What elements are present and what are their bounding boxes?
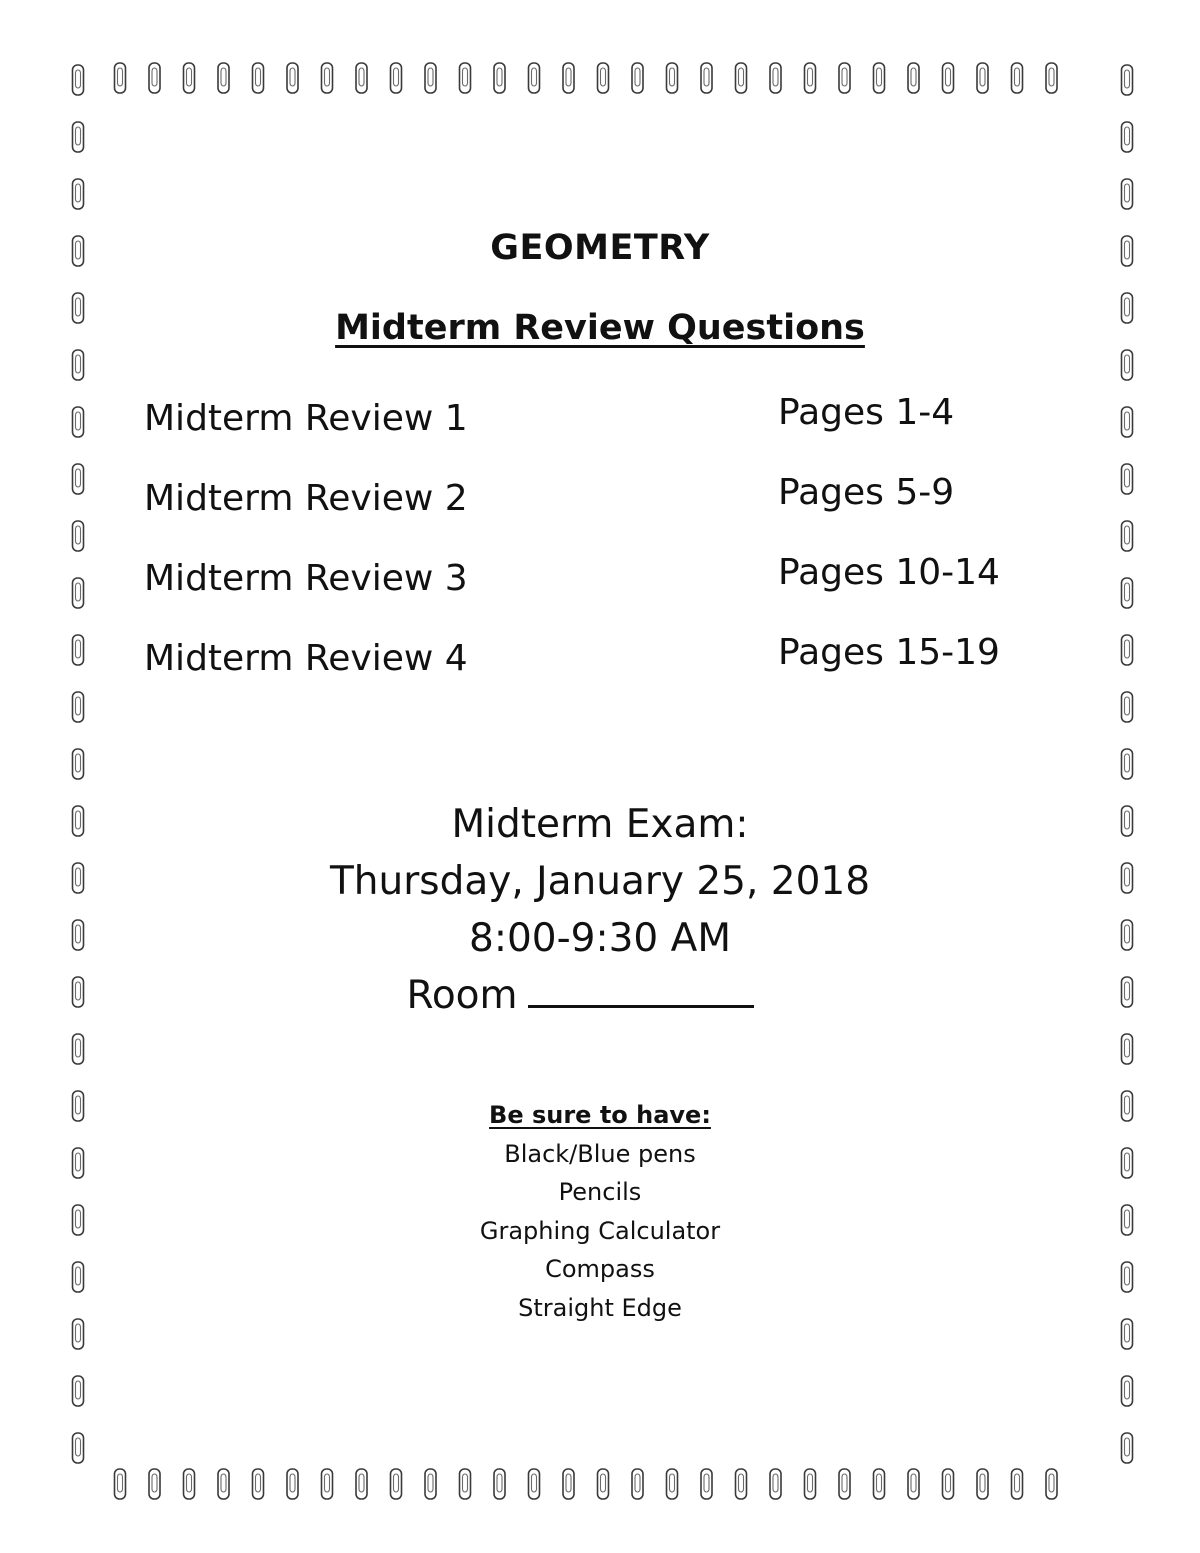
paperclip-icon — [73, 1034, 84, 1064]
review-pages: Pages 5-9 — [778, 472, 955, 513]
paperclip-icon — [770, 1469, 781, 1499]
paperclip-icon — [149, 63, 160, 93]
paperclip-icon — [391, 1469, 402, 1499]
paperclip-icon — [73, 521, 84, 551]
paperclip-icon — [908, 1469, 919, 1499]
paperclip-icon — [736, 63, 747, 93]
review-row — [0, 632, 1200, 682]
supplies-heading: Be sure to have: — [489, 1101, 711, 1129]
paperclip-icon — [287, 63, 298, 93]
paperclip-icon — [218, 63, 229, 93]
review-name: Midterm Review 2 — [144, 478, 468, 519]
paperclip-icon — [356, 63, 367, 93]
paperclip-border-bottom — [115, 1469, 1058, 1499]
paperclip-icon — [1122, 350, 1133, 380]
paperclip-icon — [1122, 122, 1133, 152]
paperclip-icon — [874, 63, 885, 93]
room-label: Room — [406, 973, 518, 1018]
supply-item: Compass — [545, 1255, 655, 1283]
paperclip-icon — [253, 63, 264, 93]
paperclip-icon — [460, 63, 471, 93]
paperclip-icon — [563, 1469, 574, 1499]
paperclip-icon — [1122, 692, 1133, 722]
paperclip-icon — [494, 1469, 505, 1499]
paperclip-icon — [1122, 1034, 1133, 1064]
room-blank-line — [528, 975, 754, 1008]
paperclip-icon — [218, 1469, 229, 1499]
paperclip-icon — [494, 63, 505, 93]
paperclip-icon — [73, 749, 84, 779]
review-pages: Pages 10-14 — [778, 552, 1000, 593]
paperclip-icon — [322, 1469, 333, 1499]
paperclip-icon — [73, 65, 84, 95]
paperclip-icon — [943, 1469, 954, 1499]
paperclip-icon — [1122, 1376, 1133, 1406]
supply-item: Straight Edge — [518, 1293, 682, 1322]
paperclip-icon — [805, 63, 816, 93]
exam-room — [0, 967, 1180, 1024]
paperclip-icon — [943, 63, 954, 93]
paperclip-icon — [287, 1469, 298, 1499]
paperclip-icon — [977, 1469, 988, 1499]
paperclip-icon — [115, 1469, 126, 1499]
exam-time: 8:00-9:30 AM — [469, 916, 731, 961]
review-name: Midterm Review 1 — [144, 398, 468, 439]
paperclip-icon — [425, 63, 436, 93]
review-row — [0, 472, 1200, 522]
review-row — [0, 552, 1200, 602]
paperclip-icon — [1046, 63, 1057, 93]
review-name: Midterm Review 4 — [144, 638, 468, 679]
paperclip-icon — [391, 63, 402, 93]
exam-info — [0, 796, 1200, 1024]
paperclip-icon — [701, 63, 712, 93]
review-name: Midterm Review 3 — [144, 558, 468, 599]
paperclip-icon — [1122, 65, 1133, 95]
paperclip-icon — [73, 350, 84, 380]
paperclip-icon — [356, 1469, 367, 1499]
paperclip-icon — [460, 1469, 471, 1499]
paperclip-icon — [73, 179, 84, 209]
paperclip-icon — [1122, 1433, 1133, 1463]
review-pages: Pages 15-19 — [778, 632, 1000, 673]
paperclip-icon — [322, 63, 333, 93]
paperclip-icon — [667, 1469, 678, 1499]
page-title: GEOMETRY — [490, 228, 710, 268]
paperclip-icon — [73, 692, 84, 722]
paperclip-icon — [1122, 749, 1133, 779]
paperclip-icon — [839, 1469, 850, 1499]
paperclip-icon — [701, 1469, 712, 1499]
paperclip-icon — [977, 63, 988, 93]
paperclip-icon — [667, 63, 678, 93]
review-pages: Pages 1-4 — [778, 392, 955, 433]
paperclip-icon — [1046, 1469, 1057, 1499]
paperclip-icon — [1012, 63, 1023, 93]
supply-item: Pencils — [558, 1178, 642, 1206]
paperclip-icon — [1122, 179, 1133, 209]
paperclip-icon — [632, 1469, 643, 1499]
paperclip-icon — [598, 1469, 609, 1499]
paperclip-border-top — [115, 63, 1058, 93]
paperclip-icon — [73, 1376, 84, 1406]
paperclip-icon — [1122, 521, 1133, 551]
paperclip-icon — [1012, 1469, 1023, 1499]
paperclip-icon — [425, 1469, 436, 1499]
paperclip-icon — [736, 1469, 747, 1499]
paperclip-icon — [805, 1469, 816, 1499]
paperclip-icon — [149, 1469, 160, 1499]
exam-date: Thursday, January 25, 2018 — [329, 859, 871, 904]
paperclip-icon — [908, 63, 919, 93]
paperclip-icon — [770, 63, 781, 93]
supply-item: Graphing Calculator — [479, 1216, 721, 1245]
review-row — [0, 392, 1200, 442]
supplies-list — [0, 1096, 1200, 1327]
paperclip-icon — [839, 63, 850, 93]
paperclip-icon — [563, 63, 574, 93]
paperclip-icon — [73, 1433, 84, 1463]
paperclip-icon — [632, 63, 643, 93]
paperclip-icon — [529, 63, 540, 93]
paperclip-icon — [598, 63, 609, 93]
paperclip-icon — [73, 122, 84, 152]
paperclip-icon — [253, 1469, 264, 1499]
paperclip-icon — [184, 63, 195, 93]
paperclip-icon — [115, 63, 126, 93]
paperclip-icon — [529, 1469, 540, 1499]
supply-item: Black/Blue pens — [504, 1139, 696, 1168]
paperclip-icon — [874, 1469, 885, 1499]
page-subtitle: Midterm Review Questions — [335, 308, 865, 348]
exam-label: Midterm Exam: — [451, 802, 749, 847]
paperclip-icon — [184, 1469, 195, 1499]
